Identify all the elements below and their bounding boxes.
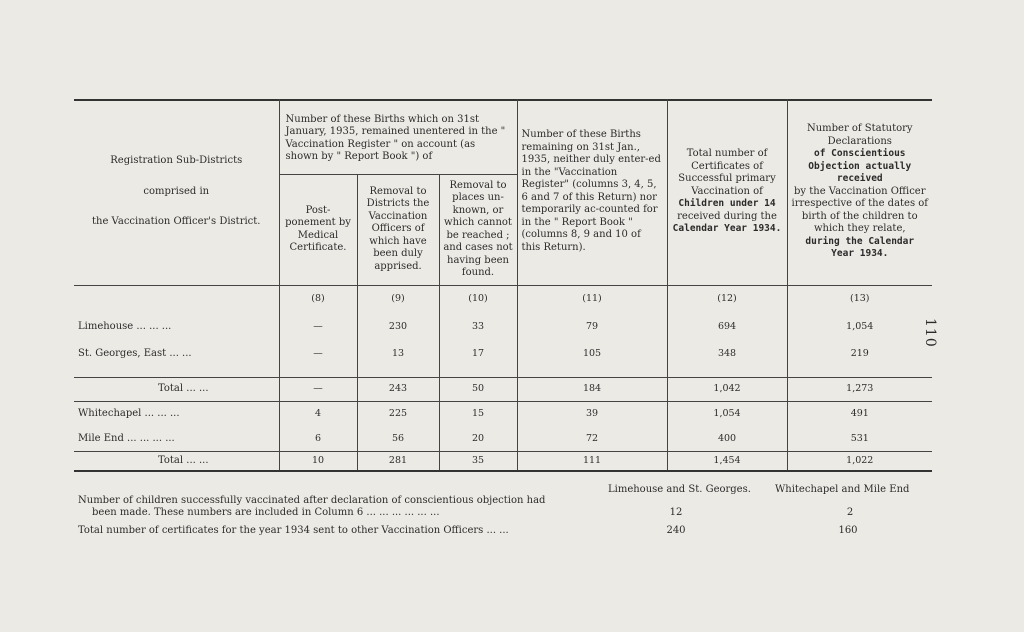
note-line1a: Number of children successfully vaccinated after declaration of conscientious objection had: [78, 495, 546, 506]
cell: —: [279, 341, 357, 367]
colnum-10: (10): [439, 285, 517, 313]
cell: 6: [279, 427, 357, 451]
cell: 56: [357, 427, 439, 451]
note-line1-value-b: 2: [846, 507, 854, 518]
footnotes: [78, 484, 938, 544]
header-col13: [787, 99, 932, 285]
header-col10: Removal to places un-known, or which cannot be reached ; and cases not having been found.: [439, 174, 517, 285]
cell: 694: [667, 313, 787, 341]
cell: —: [279, 377, 357, 401]
colnum-11: (11): [517, 285, 667, 313]
cell: 1,054: [667, 401, 787, 427]
cell: 33: [439, 313, 517, 341]
cell: 10: [279, 451, 357, 471]
header-col9: Removal to Districts the Vaccination Officers of which have been duly apprised.: [357, 174, 439, 285]
header-col12-d: Calendar Year 1934.: [672, 223, 782, 234]
cell: 13: [357, 341, 439, 367]
row-label: Total ... ...: [158, 382, 209, 394]
note-col-b-heading: Whitechapel and Mile End: [775, 484, 910, 495]
table-row-total: [74, 451, 932, 471]
colnum-13: (13): [787, 285, 932, 313]
table-row-total: [74, 377, 932, 401]
header-districts-line2: comprised in: [143, 185, 210, 197]
cell: 491: [787, 401, 932, 427]
row-label: Total ... ...: [158, 454, 209, 466]
cell: 1,022: [787, 451, 932, 471]
header-col13-b: of Conscientious Objection actually received: [808, 148, 912, 184]
cell: 230: [357, 313, 439, 341]
table-row: [74, 313, 932, 341]
cell: 17: [439, 341, 517, 367]
cell: 72: [517, 427, 667, 451]
header-col12: [667, 99, 787, 285]
cell: 281: [357, 451, 439, 471]
cell: 105: [517, 341, 667, 367]
note-col-a-heading: Limehouse and St. Georges.: [608, 484, 751, 495]
cell: 20: [439, 427, 517, 451]
header-col12-c: received during the: [677, 210, 777, 222]
header-col8: Post-ponement by Medical Certificate.: [279, 174, 357, 285]
cell: 111: [517, 451, 667, 471]
cell: 15: [439, 401, 517, 427]
table-row: [74, 427, 932, 451]
cell: —: [279, 313, 357, 341]
table-row: [74, 341, 932, 367]
cell: 400: [667, 427, 787, 451]
cell: 1,273: [787, 377, 932, 401]
note-line2-value-a: 240: [666, 525, 686, 536]
page-number: 110: [922, 318, 938, 348]
cell: 225: [357, 401, 439, 427]
header-col11: Number of these Births remaining on 31st Jan., 1935, neither duly enter-ed in the "Vaccination Register" (columns 3, 4, 5, 6 and 7 of this Return) nor temporarily ac-counted for in the " Report Book " (columns 8, 9 and 10 of this Return).: [517, 99, 667, 285]
header-districts-line3: the Vaccination Officer's District.: [92, 216, 261, 227]
cell: 1,054: [787, 313, 932, 341]
colnum-9: (9): [357, 285, 439, 313]
cell: 219: [787, 341, 932, 367]
cell: 4: [279, 401, 357, 427]
cell: 79: [517, 313, 667, 341]
cell: 531: [787, 427, 932, 451]
cell: 1,454: [667, 451, 787, 471]
header-districts-line1: Registration Sub-Districts: [110, 155, 243, 166]
header-col12-b: Children under 14: [678, 198, 776, 209]
cell: 184: [517, 377, 667, 401]
cell: 1,042: [667, 377, 787, 401]
header-districts: [74, 99, 279, 285]
cell: 39: [517, 401, 667, 427]
note-line2: Total number of certificates for the year 1934 sent to other Vaccination Officers ... ...: [78, 525, 509, 536]
note-line2-value-b: 160: [838, 525, 858, 536]
vaccination-table: [74, 99, 932, 472]
row-label: Limehouse ... ... ...: [78, 320, 172, 332]
header-col12-a: Total number of Certificates of Successful primary Vaccination of: [678, 148, 776, 197]
table-row: [74, 401, 932, 427]
cell: 348: [667, 341, 787, 367]
row-label: St. Georges, East ... ...: [78, 347, 192, 359]
note-line1b: been made. These numbers are included in Column 6 ... ... ... ... ... ...: [92, 507, 440, 518]
row-label: Whitechapel ... ... ...: [78, 408, 180, 419]
header-col13-c: by the Vaccination Officer irrespective of the dates of birth of the children to which they relate,: [791, 185, 928, 234]
cell: 35: [439, 451, 517, 471]
cell: 50: [439, 377, 517, 401]
colnum-8: (8): [279, 285, 357, 313]
header-group-title: Number of these Births which on 31st January, 1935, remained unentered in the " Vaccination Register " on account (as shown by " Report Book ") of: [279, 99, 517, 174]
note-line1-value-a: 12: [669, 507, 683, 518]
header-col13-d: during the Calendar Year 1934.: [805, 235, 915, 259]
colnum-12: (12): [667, 285, 787, 313]
row-label: Mile End ... ... ... ...: [78, 432, 175, 444]
header-col13-a: Number of Statutory Declarations: [806, 123, 913, 147]
cell: 243: [357, 377, 439, 401]
